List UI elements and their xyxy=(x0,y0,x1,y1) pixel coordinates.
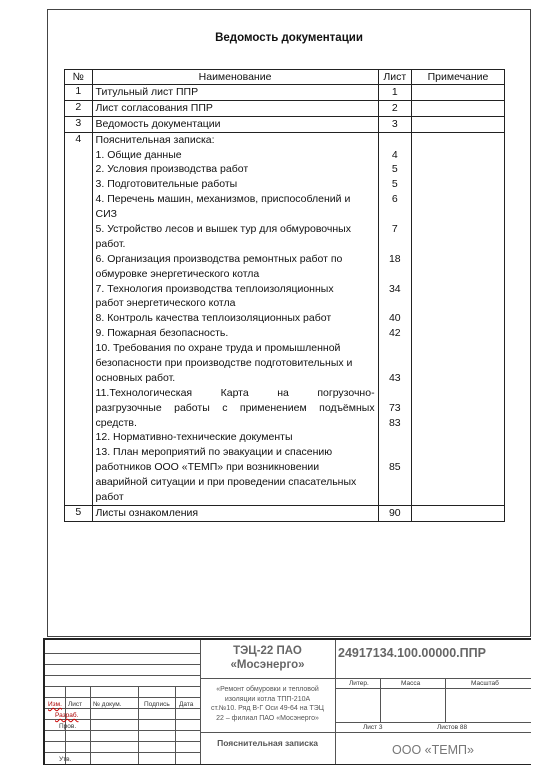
stamp-role-approver: Утв. xyxy=(59,756,72,763)
row-name-line: 10. Требования по охране труда и промышленной xyxy=(95,342,341,355)
row-name-cell xyxy=(92,116,378,132)
row-sheet-number: 18 xyxy=(388,252,401,265)
stamp-col-mass: Масса xyxy=(401,680,421,687)
row-name-line: обмуровке энергетического котла xyxy=(95,267,260,280)
stamp-org-line1: ТЭЦ-22 ПАО xyxy=(233,645,302,657)
row-name-line: 12. Нормативно-технические документы xyxy=(95,431,293,444)
stamp-col-izm: Изм. xyxy=(48,701,62,708)
row-note-cell xyxy=(412,100,505,116)
row-name-line: 13. План мероприятий по эвакуации и спасению xyxy=(95,446,333,459)
row-sheet-cell xyxy=(378,100,411,116)
row-name-line: разгрузочные работы с применением подъёмных xyxy=(95,401,375,414)
row-sheet-number: 40 xyxy=(388,312,401,325)
document-title: Ведомость документации xyxy=(215,32,363,44)
row-name-line: 11.Технологическая Карта на погрузочно- xyxy=(95,386,375,399)
bottom-border xyxy=(43,764,531,765)
row-number: 3 xyxy=(65,116,93,132)
row-sheet-cell xyxy=(378,85,411,101)
row-name-line: работ энергетического котла xyxy=(95,297,236,310)
stamp-org-line2: «Мосэнерго» xyxy=(230,659,305,671)
row-sheet-number: 6 xyxy=(391,193,398,206)
stamp-company-name: ООО «ТЕМП» xyxy=(392,743,474,757)
table-row xyxy=(65,132,505,505)
stamp-sheet-info: Лист 3 xyxy=(363,724,383,731)
row-name-line: работников ООО «ТЕМП» при возникновении xyxy=(95,461,320,474)
row-sheet-number: 34 xyxy=(388,282,401,295)
row-note-cell xyxy=(412,132,505,505)
table-body xyxy=(65,85,505,522)
row-name-line: 3. Подготовительные работы xyxy=(95,178,238,191)
row-name-line: 7. Технология производства теплоизоляционных xyxy=(95,282,334,295)
row-name-cell xyxy=(92,505,378,521)
header-num: № xyxy=(65,70,93,85)
row-sheet-number xyxy=(382,475,408,490)
row-sheet-number: 5 xyxy=(391,178,398,191)
stamp-role-developer: Разраб. xyxy=(55,712,79,719)
row-sheet-cell xyxy=(378,132,411,505)
title-block-stamp xyxy=(43,638,531,764)
row-name-line: 4. Перечень машин, механизмов, приспособлений и xyxy=(95,193,351,206)
table-row xyxy=(65,85,505,101)
row-sheet-number xyxy=(382,133,408,148)
stamp-col-sign: Подпись xyxy=(144,701,170,708)
row-name-line: Ведомость документации xyxy=(95,117,221,130)
row-name-line: 2. Условия производства работ xyxy=(95,163,249,176)
header-sheet: Лист xyxy=(378,70,411,85)
row-sheet-number xyxy=(382,267,408,282)
row-name-line: Пояснительная записка: xyxy=(95,133,215,146)
row-number: 2 xyxy=(65,100,93,116)
row-number: 5 xyxy=(65,505,93,521)
stamp-col-doc: № докум. xyxy=(93,701,122,708)
row-sheet-number xyxy=(382,296,408,311)
row-sheet-number: 1 xyxy=(391,86,398,98)
stamp-description xyxy=(202,685,333,723)
stamp-col-list: Лист xyxy=(68,701,83,708)
row-name-line: аварийной ситуации и при проведении спасательных xyxy=(95,476,357,489)
row-name-line: работ. xyxy=(95,237,126,250)
row-sheet-number: 7 xyxy=(391,223,398,236)
stamp-col-date: Дата xyxy=(179,701,194,708)
row-sheet-number: 42 xyxy=(388,327,401,340)
header-name: Наименование xyxy=(92,70,378,85)
row-sheet-number: 73 xyxy=(388,401,401,414)
row-number: 4 xyxy=(65,132,93,505)
stamp-sheet-label: Пояснительная записка xyxy=(217,738,318,748)
row-name-line: 6. Организация производства ремонтных работ по xyxy=(95,252,343,265)
row-note-cell xyxy=(412,116,505,132)
row-sheet-number: 3 xyxy=(391,117,398,130)
document-sheet xyxy=(47,9,531,637)
row-name-line: Титульный лист ППР xyxy=(95,86,199,98)
row-sheet-number: 4 xyxy=(391,148,398,161)
row-sheet-number: 43 xyxy=(388,371,401,384)
table-row xyxy=(65,505,505,521)
stamp-document-code: 24917134.100.00000.ППР xyxy=(338,646,486,660)
row-name-cell xyxy=(92,100,378,116)
row-sheet-number xyxy=(382,237,408,252)
stamp-description-line: изоляции котла ТПП-210А xyxy=(224,695,311,703)
row-sheet-cell xyxy=(378,505,411,521)
row-name-line: 8. Контроль качества теплоизоляционных работ xyxy=(95,312,332,325)
row-sheet-cell xyxy=(378,116,411,132)
row-sheet-number: 85 xyxy=(388,461,401,474)
row-sheet-number: 83 xyxy=(388,416,401,429)
stamp-description-line: «Ремонт обмуровки и тепловой xyxy=(216,686,319,693)
row-sheet-number xyxy=(382,207,408,222)
row-sheet-number xyxy=(382,490,408,505)
row-sheet-number: 2 xyxy=(391,101,398,114)
stamp-col-scale: Масштаб xyxy=(471,680,499,687)
row-name-cell xyxy=(92,85,378,101)
row-sheet-number: 90 xyxy=(388,506,401,519)
row-name-line: безопасности при производстве подготовительных и xyxy=(95,357,353,370)
row-sheet-number xyxy=(382,430,408,445)
row-sheet-number xyxy=(382,445,408,460)
stamp-role-checker: Пров. xyxy=(59,723,77,730)
table-header-row xyxy=(65,70,505,85)
stamp-description-line: ст.№10. Ряд В-Г Оси 49-64 на ТЭЦ xyxy=(211,705,324,712)
row-sheet-number xyxy=(382,341,408,356)
row-sheet-number: 5 xyxy=(391,163,398,176)
header-note: Примечание xyxy=(412,70,505,85)
row-note-cell xyxy=(412,505,505,521)
documentation-table xyxy=(64,69,505,522)
row-sheet-number xyxy=(382,386,408,401)
row-sheet-number xyxy=(382,356,408,371)
row-name-line: 1. Общие данные xyxy=(95,148,182,161)
row-name-line: 5. Устройство лесов и вышек тур для обмуровочных xyxy=(95,223,351,236)
table-row xyxy=(65,100,505,116)
stamp-description-line: 22 – филиал ПАО «Мосэнерго» xyxy=(216,714,319,722)
row-name-line: СИЗ xyxy=(95,208,117,221)
row-note-cell xyxy=(412,85,505,101)
table-row xyxy=(65,116,505,132)
row-name-line: работ xyxy=(95,491,124,504)
row-name-line: средств. xyxy=(95,416,137,429)
row-number: 1 xyxy=(65,85,93,101)
row-name-line: основных работ. xyxy=(95,371,176,384)
row-name-line: 9. Пожарная безопасность. xyxy=(95,327,229,340)
row-name-cell xyxy=(92,132,378,505)
stamp-col-litera: Литер. xyxy=(349,680,369,687)
stamp-sheets-info: Листов 88 xyxy=(437,724,468,731)
row-name-line: Лист согласования ППР xyxy=(95,101,213,114)
row-name-line: Листы ознакомления xyxy=(95,506,199,519)
